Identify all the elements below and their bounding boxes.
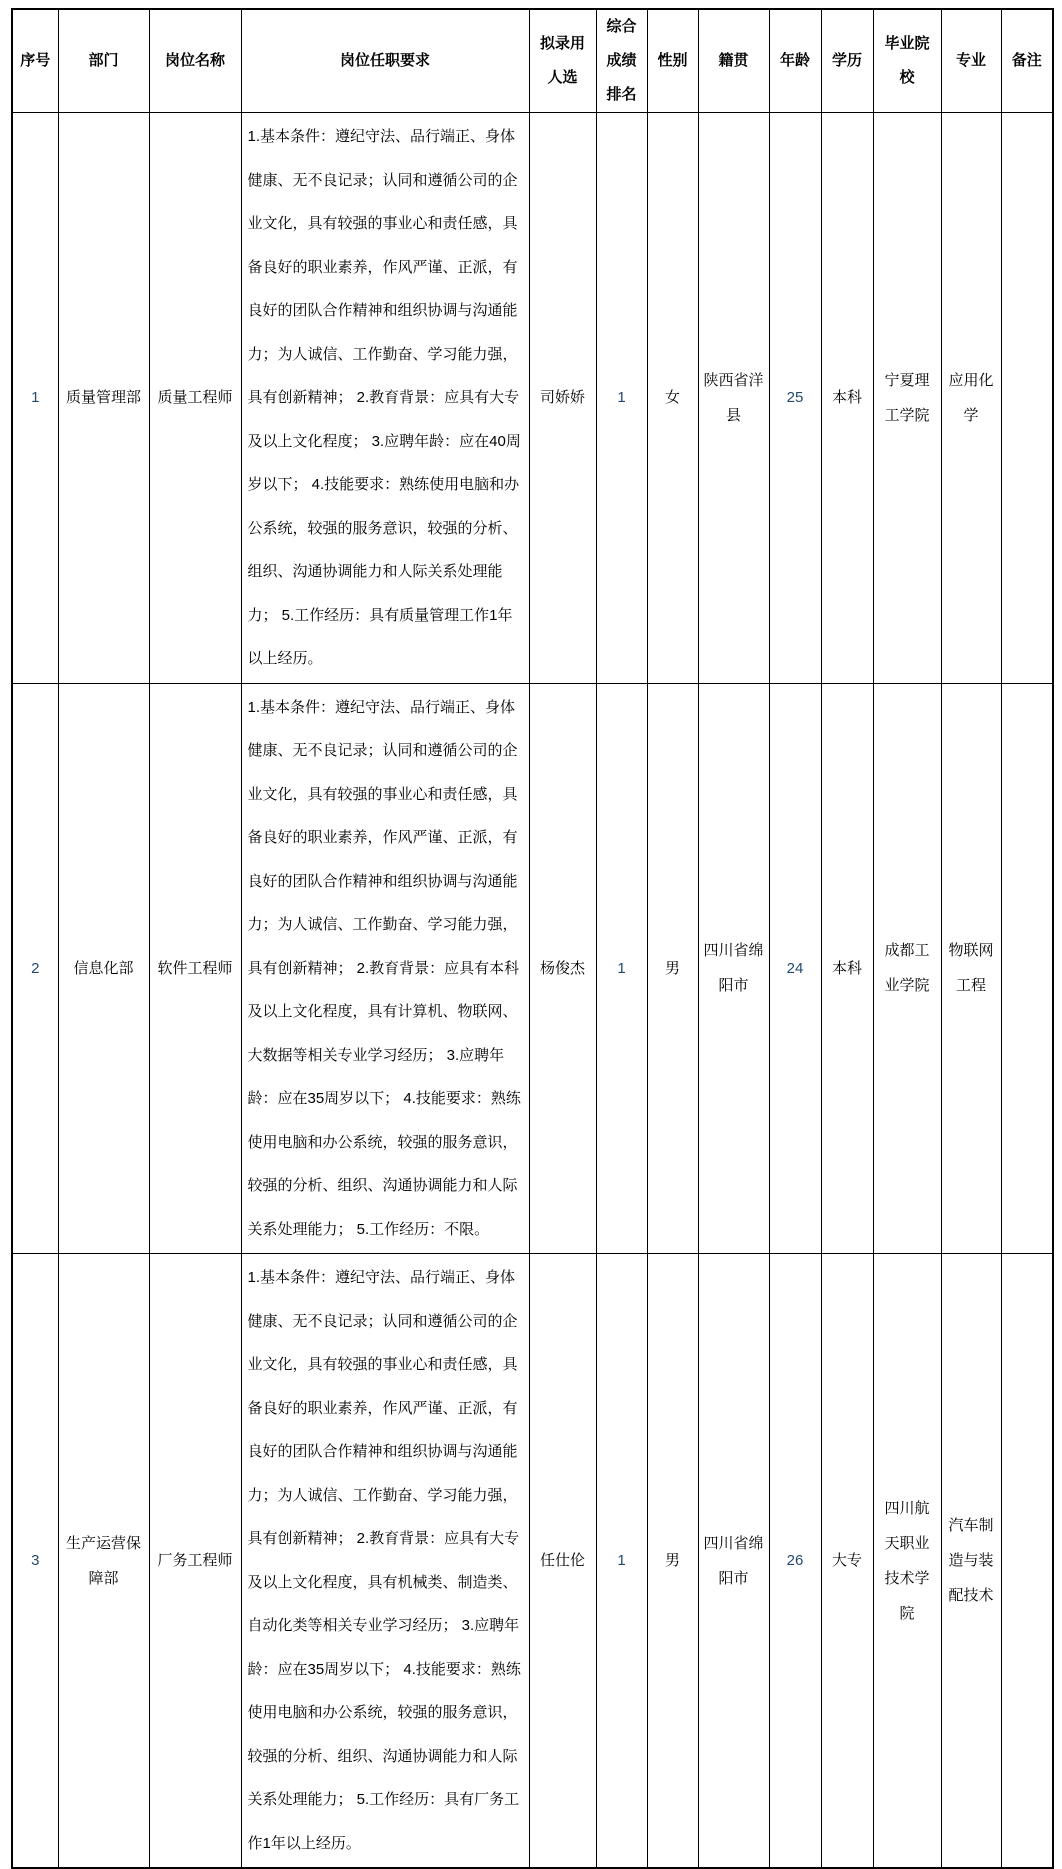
cell-requirements: 1.基本条件：遵纪守法、品行端正、身体健康、无不良记录；认同和遵循公司的企业文化，具有较强的事业心和责任感，具备良好的职业素养，作风严谨、正派，有良好的团队合作精神和组织协调与沟通能力；为人诚信、工作勤奋、学习能力强，具有创新精神； 2.教育背景：应具有大专及以上文化程度； 3.应聘年龄：应在40周岁以下； 4.技能要求：熟练使用电脑和办公系统，较强的服务意识，较强的分析、组织、沟通协调能力和人际关系处理能力； 5.工作经历：具有质量管理工作1年以上经历。 [241, 113, 529, 684]
col-header-requirements: 岗位任职要求 [241, 9, 529, 113]
col-header-hometown: 籍贯 [698, 9, 769, 113]
col-header-index: 序号 [12, 9, 58, 113]
cell-note [1001, 1254, 1053, 1869]
cell-requirements: 1.基本条件：遵纪守法、品行端正、身体健康、无不良记录；认同和遵循公司的企业文化，具有较强的事业心和责任感，具备良好的职业素养，作风严谨、正派，有良好的团队合作精神和组织协调与沟通能力；为人诚信、工作勤奋、学习能力强，具有创新精神； 2.教育背景：应具有本科及以上文化程度，具有计算机、物联网、大数据等相关专业学习经历； 3.应聘年龄：应在35周岁以下； 4.技能要求：熟练使用电脑和办公系统，较强的服务意识，较强的分析、组织、沟通协调能力和人际关系处理能力； 5.工作经历：不限。 [241, 683, 529, 1254]
cell-department: 生产运营保障部 [58, 1254, 149, 1869]
cell-school: 宁夏理工学院 [873, 113, 941, 684]
col-header-candidate: 拟录用人选 [529, 9, 596, 113]
cell-position: 厂务工程师 [149, 1254, 241, 1869]
cell-rank: 1 [596, 1254, 647, 1869]
cell-hometown: 陕西省洋县 [698, 113, 769, 684]
cell-age: 24 [769, 683, 821, 1254]
cell-age: 25 [769, 113, 821, 684]
col-header-major: 专业 [941, 9, 1001, 113]
col-header-position: 岗位名称 [149, 9, 241, 113]
col-header-note: 备注 [1001, 9, 1053, 113]
table-row [12, 113, 1053, 684]
cell-candidate: 司娇娇 [529, 113, 596, 684]
cell-department: 质量管理部 [58, 113, 149, 684]
cell-hometown: 四川省绵阳市 [698, 1254, 769, 1869]
cell-index: 3 [12, 1254, 58, 1869]
cell-hometown: 四川省绵阳市 [698, 683, 769, 1254]
cell-candidate: 杨俊杰 [529, 683, 596, 1254]
cell-candidate: 任仕伦 [529, 1254, 596, 1869]
cell-rank: 1 [596, 113, 647, 684]
cell-education: 本科 [821, 683, 873, 1254]
cell-note [1001, 113, 1053, 684]
col-header-gender: 性别 [647, 9, 698, 113]
cell-position: 质量工程师 [149, 113, 241, 684]
cell-position: 软件工程师 [149, 683, 241, 1254]
cell-note [1001, 683, 1053, 1254]
cell-requirements: 1.基本条件：遵纪守法、品行端正、身体健康、无不良记录；认同和遵循公司的企业文化，具有较强的事业心和责任感，具备良好的职业素养，作风严谨、正派，有良好的团队合作精神和组织协调与沟通能力；为人诚信、工作勤奋、学习能力强，具有创新精神； 2.教育背景：应具有大专及以上文化程度，具有机械类、制造类、自动化类等相关专业学习经历； 3.应聘年龄：应在35周岁以下； 4.技能要求：熟练使用电脑和办公系统，较强的服务意识，较强的分析、组织、沟通协调能力和人际关系处理能力； 5.工作经历：具有厂务工作1年以上经历。 [241, 1254, 529, 1869]
table-row [12, 1254, 1053, 1869]
cell-school: 四川航天职业技术学院 [873, 1254, 941, 1869]
table-header-row [12, 9, 1053, 113]
recruitment-table [11, 8, 1054, 1869]
cell-major: 应用化学 [941, 113, 1001, 684]
cell-index: 2 [12, 683, 58, 1254]
cell-major: 物联网工程 [941, 683, 1001, 1254]
cell-age: 26 [769, 1254, 821, 1869]
cell-major: 汽车制造与装配技术 [941, 1254, 1001, 1869]
col-header-rank: 综合成绩排名 [596, 9, 647, 113]
cell-school: 成都工业学院 [873, 683, 941, 1254]
cell-education: 大专 [821, 1254, 873, 1869]
cell-gender: 女 [647, 113, 698, 684]
cell-gender: 男 [647, 683, 698, 1254]
col-header-age: 年龄 [769, 9, 821, 113]
col-header-school: 毕业院校 [873, 9, 941, 113]
cell-rank: 1 [596, 683, 647, 1254]
table-row [12, 683, 1053, 1254]
cell-index: 1 [12, 113, 58, 684]
cell-gender: 男 [647, 1254, 698, 1869]
col-header-education: 学历 [821, 9, 873, 113]
col-header-department: 部门 [58, 9, 149, 113]
cell-department: 信息化部 [58, 683, 149, 1254]
cell-education: 本科 [821, 113, 873, 684]
